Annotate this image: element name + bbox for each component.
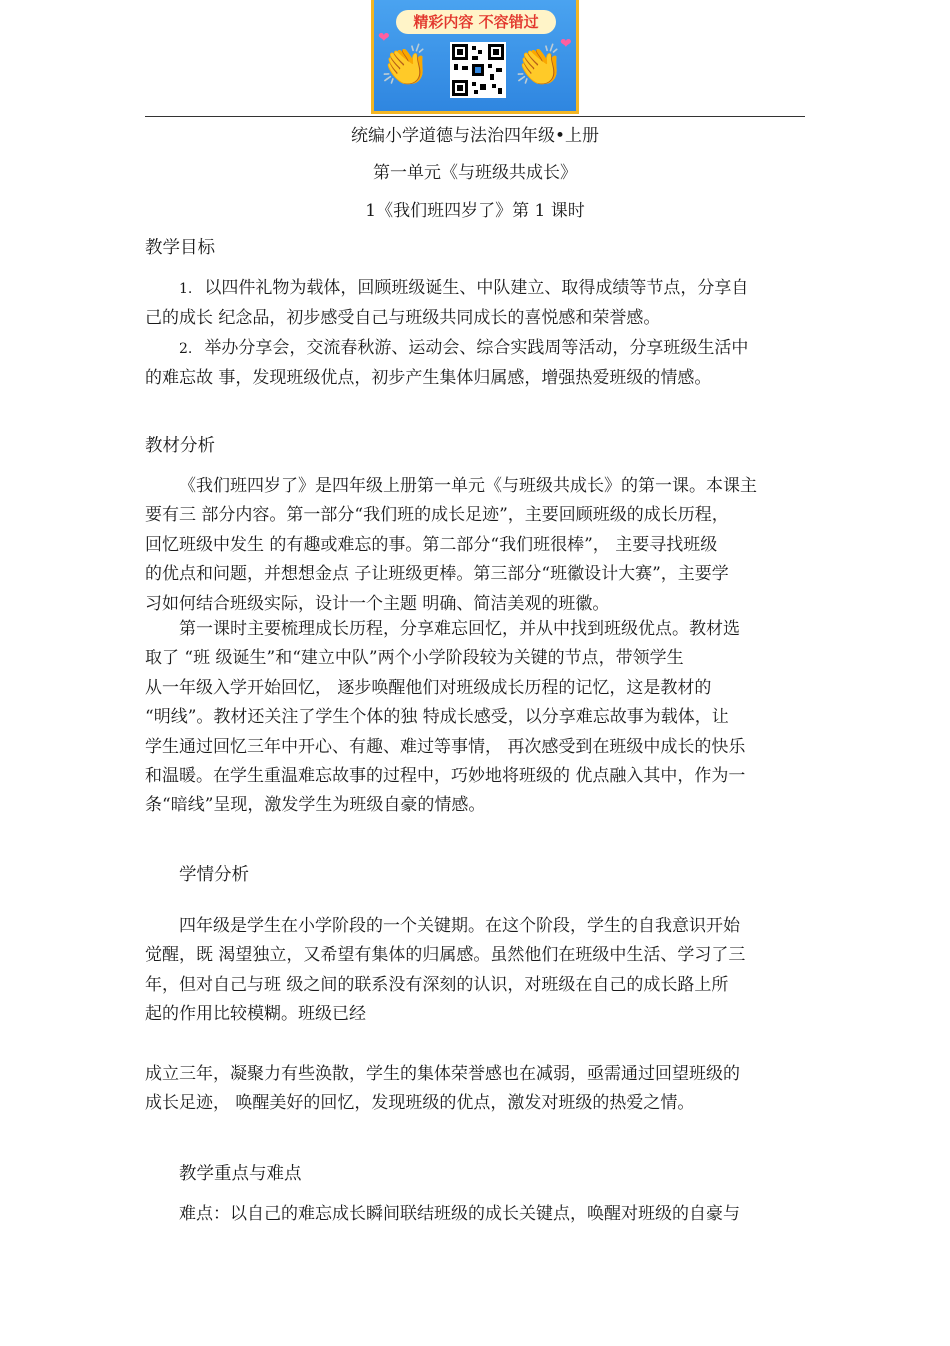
objective-text: 的难忘故 事，发现班级优点，初步产生集体归属感，增强热爱班级的情感。 [145, 368, 712, 389]
lesson-title: 1《我们班四岁了》第 1 课时 [365, 201, 585, 221]
analysis-paragraph-1 [145, 472, 807, 619]
text-line: 《我们班四岁了》是四年级上册第一单元《与班级共成长》的第一课。本课主 [179, 476, 757, 496]
analysis-heading: 教材分析 [145, 436, 215, 456]
learners-heading: 学情分析 [179, 865, 249, 885]
clapping-hands-icon: 👏 [380, 43, 430, 89]
text-line: 年，但对自己与班 级之间的联系没有深刻的认识，对班级在自己的成长路上所 [145, 974, 729, 995]
text-line: 成立三年，凝聚力有些涣散，学生的集体荣誉感也在减弱，亟需通过回望班级的 [145, 1064, 740, 1084]
text-line: 学生通过回忆三年中开心、有趣、难过等事情， 再次感受到在班级中成长的快乐 [145, 736, 746, 757]
learners-paragraph-1 [145, 912, 807, 1030]
heart-icon: ❤ [560, 36, 572, 52]
learners-paragraph-2 [145, 1060, 807, 1119]
book-title: 统编小学道德与法治四年级•上册 [350, 126, 600, 146]
objective-text: 以四件礼物为载体，回顾班级诞生、中队建立、取得成绩等节点，分享自 [204, 278, 749, 298]
focus-heading: 教学重点与难点 [179, 1164, 302, 1184]
qr-code-icon [450, 42, 506, 98]
text-line: 成长足迹， 唤醒美好的回忆，发现班级的优点，激发对班级的热爱之情。 [145, 1093, 695, 1114]
text-line: 习如何结合班级实际，设计一个主题 明确、简洁美观的班徽。 [145, 593, 610, 614]
banner-title: 精彩内容 不容错过 [396, 10, 556, 34]
text-line: 要有三 部分内容。第一部分“我们班的成长足迹”，主要回顾班级的成长历程， [145, 505, 729, 526]
objectives-heading: 教学目标 [145, 238, 215, 258]
text-line: 第一课时主要梳理成长历程，分享难忘回忆，并从中找到班级优点。教材选 [179, 619, 740, 639]
objective-number: 2. [179, 341, 193, 357]
objective-text: 举办分享会，交流春秋游、运动会、综合实践周等活动，分享班级生活中 [204, 338, 749, 358]
text-line: 四年级是学生在小学阶段的一个关键期。在这个阶段，学生的自我意识开始 [179, 916, 740, 936]
objective-text: 己的成长 纪念品，初步感受自己与班级共同成长的喜悦感和荣誉感。 [145, 308, 661, 329]
unit-title: 第一单元《与班级共成长》 [373, 163, 577, 183]
text-line: 觉醒，既 渴望独立，又希望有集体的归属感。虽然他们在班级中生活、学习了三 [145, 945, 746, 966]
text-line: 从一年级入学开始回忆， 逐步唤醒他们对班级成长历程的记忆，这是教材的 [145, 677, 712, 698]
promo-banner[interactable] [371, 0, 579, 114]
header-divider [145, 116, 805, 117]
text-line: 起的作用比较模糊。班级已经 [145, 1004, 366, 1025]
difficulty-text: 难点：以自己的难忘成长瞬间联结班级的成长关键点，唤醒对班级的自豪与 [179, 1204, 740, 1224]
text-line: “明线”。教材还关注了学生个体的独 特成长感受，以分享难忘故事为载体，让 [145, 707, 729, 728]
text-line: 回忆班级中发生 的有趣或难忘的事。第二部分“我们班很棒”， 主要寻找班级 [145, 534, 718, 555]
text-line: 和温暖。在学生重温难忘故事的过程中，巧妙地将班级的 优点融入其中，作为一 [145, 766, 746, 787]
objective-item-2 [145, 334, 807, 394]
objective-number: 1. [179, 281, 193, 297]
analysis-paragraph-2 [145, 615, 807, 821]
text-line: 取了 “班 级诞生”和“建立中队”两个小学阶段较为关键的节点，带领学生 [145, 648, 684, 669]
clapping-hands-icon: 👏 [514, 43, 564, 89]
heart-icon: ❤ [378, 30, 390, 46]
text-line: 条“暗线”呈现，激发学生为班级自豪的情感。 [145, 795, 486, 816]
objective-item-1 [145, 274, 807, 334]
text-line: 的优点和问题，并想想金点 子让班级更棒。第三部分“班徽设计大赛”，主要学 [145, 564, 729, 585]
